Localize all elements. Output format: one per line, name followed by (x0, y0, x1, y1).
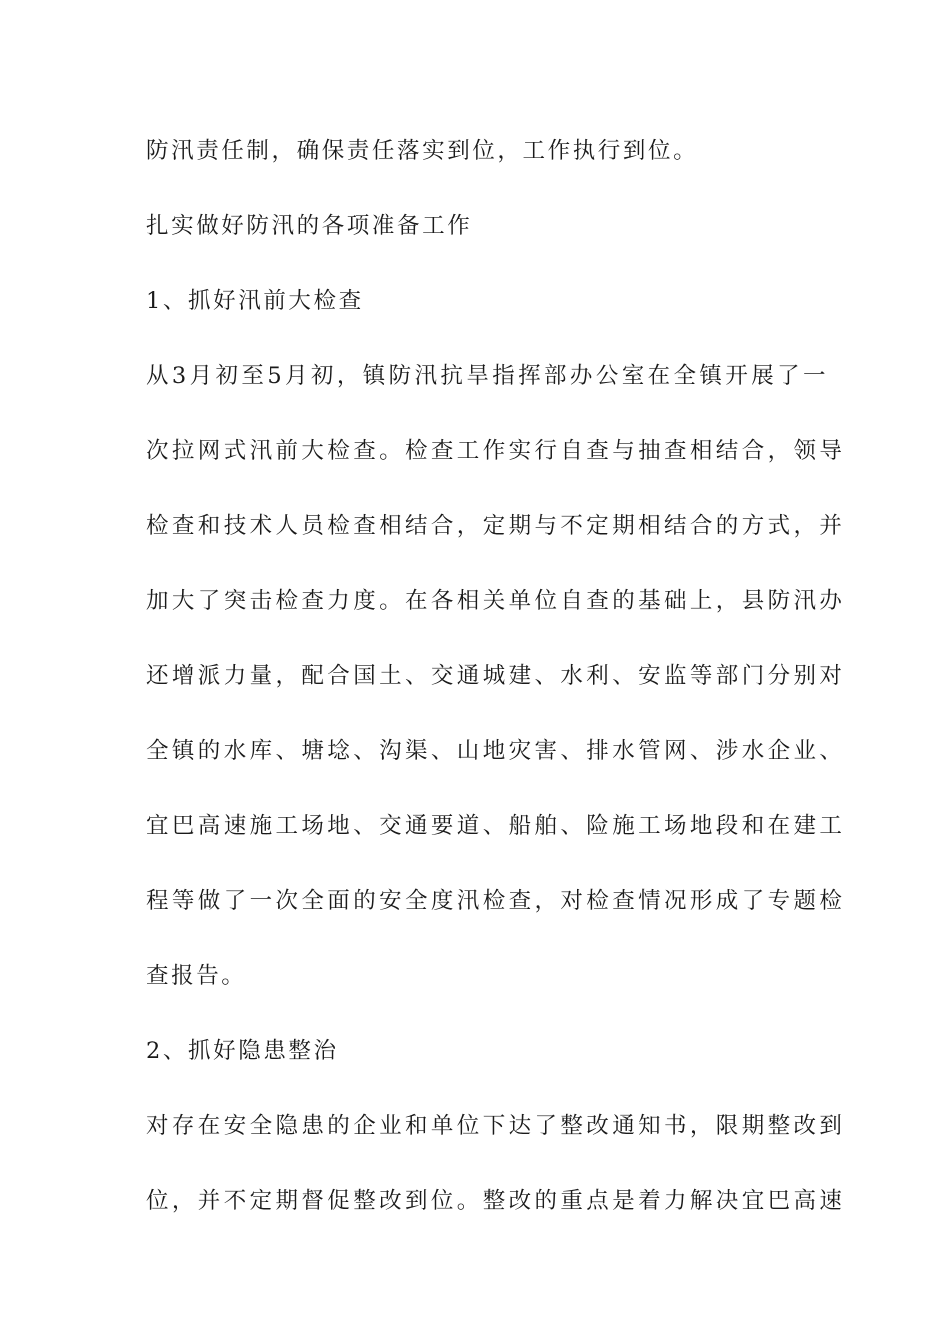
paragraph-line: 还增派力量，配合国土、交通城建、水利、安监等部门分别对 (146, 663, 846, 689)
paragraph-line: 次拉网式汛前大检查。检查工作实行自查与抽查相结合，领导 (146, 438, 846, 464)
paragraph-line: 程等做了一次全面的安全度汛检查，对检查情况形成了专题检 (146, 888, 846, 914)
paragraph-line: 全镇的水库、塘埝、沟渠、山地灾害、排水管网、涉水企业、 (146, 738, 846, 764)
paragraph-line: 对存在安全隐患的企业和单位下达了整改通知书，限期整改到 (146, 1113, 846, 1139)
paragraph-line: 宜巴高速施工场地、交通要道、船舶、险施工场地段和在建工 (146, 813, 846, 839)
paragraph-line: 位，并不定期督促整改到位。整改的重点是着力解决宜巴高速 (146, 1188, 846, 1214)
paragraph-line: 防汛责任制，确保责任落实到位，工作执行到位。 (146, 138, 699, 164)
paragraph-line: 查报告。 (146, 963, 247, 989)
subsection-heading: 1、抓好汛前大检查 (146, 288, 364, 314)
section-heading: 扎实做好防汛的各项准备工作 (146, 213, 473, 239)
paragraph-line: 加大了突击检查力度。在各相关单位自查的基础上，县防汛办 (146, 588, 846, 614)
paragraph-line: 检查和技术人员检查相结合，定期与不定期相结合的方式，并 (146, 513, 846, 539)
paragraph-line: 从3月初至5月初，镇防汛抗旱指挥部办公室在全镇开展了一 (146, 363, 829, 389)
subsection-heading: 2、抓好隐患整治 (146, 1038, 339, 1064)
